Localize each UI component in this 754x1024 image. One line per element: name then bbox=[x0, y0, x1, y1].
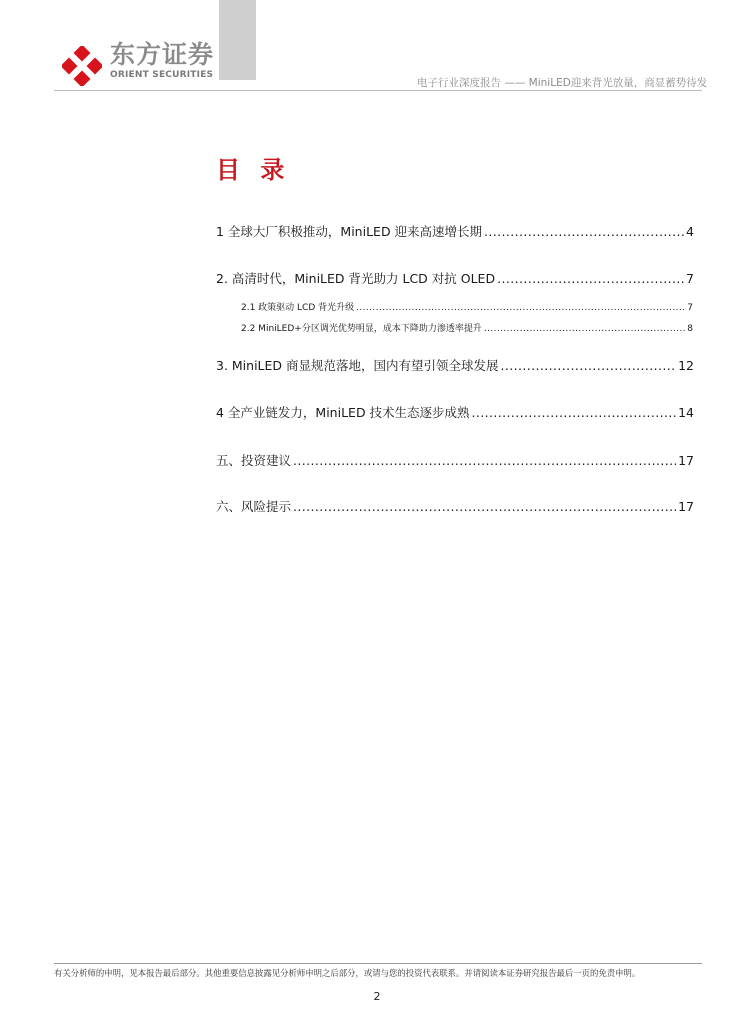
toc-leader-dots bbox=[293, 453, 676, 468]
toc-entry[interactable] bbox=[216, 403, 694, 421]
header-gray-band bbox=[219, 0, 256, 80]
toc-leader-dots bbox=[497, 271, 684, 286]
toc-leader-dots bbox=[293, 499, 676, 514]
toc-entry-title: 3. MiniLED 商显规范落地，国内有望引领全球发展 bbox=[216, 358, 499, 373]
toc-entry[interactable] bbox=[216, 451, 694, 469]
toc-leader-dots bbox=[501, 358, 677, 373]
toc-leader-dots bbox=[472, 405, 677, 420]
logo-chinese-name: 东方证券 bbox=[110, 40, 215, 69]
orient-securities-logo-icon bbox=[62, 46, 102, 86]
toc-entry[interactable] bbox=[216, 356, 694, 374]
toc-entry-page: 14 bbox=[678, 405, 694, 420]
toc-entry-page: 12 bbox=[678, 358, 694, 373]
toc-entry-title: 1 全球大厂积极推动，MiniLED 迎来高速增长期 bbox=[216, 224, 483, 239]
toc-entry-page: 17 bbox=[678, 453, 694, 468]
toc-entry-page: 7 bbox=[686, 271, 694, 286]
logo-english-name: ORIENT SECURITIES bbox=[110, 70, 214, 80]
toc-leader-dots bbox=[356, 303, 685, 313]
toc-entry-page: 4 bbox=[686, 224, 694, 239]
footer-divider bbox=[54, 963, 702, 964]
toc-entry[interactable] bbox=[216, 222, 694, 240]
toc-entry-title: 五、投资建议 bbox=[216, 453, 292, 468]
footer-disclaimer: 有关分析师的申明，见本报告最后部分。其他重要信息披露见分析师申明之后部分，或请与您的投资代表联系。并请阅读本证券研究报告最后一页的免责申明。 bbox=[54, 968, 641, 978]
page-number: 2 bbox=[373, 990, 381, 1003]
toc-entry-title: 4 全产业链发力，MiniLED 技术生态逐步成熟 bbox=[216, 405, 470, 420]
toc-entry-page: 7 bbox=[687, 303, 693, 313]
toc-entry[interactable] bbox=[241, 300, 693, 313]
toc-entry-title: 2.1 政策驱动 LCD 背光升级 bbox=[241, 303, 355, 313]
toc-leader-dots bbox=[484, 224, 684, 239]
toc-entry[interactable] bbox=[216, 269, 694, 287]
header-divider bbox=[54, 90, 702, 91]
toc-entry[interactable] bbox=[241, 321, 693, 334]
toc-leader-dots bbox=[484, 324, 685, 334]
report-title: 电子行业深度报告 —— MiniLED迎来背光放量，商显蓄势待发 bbox=[417, 77, 708, 89]
toc-entry-page: 17 bbox=[678, 499, 694, 514]
toc-entry-title: 2.2 MiniLED+分区调光优势明显，成本下降助力渗透率提升 bbox=[241, 324, 482, 334]
toc-entry-title: 2. 高清时代，MiniLED 背光助力 LCD 对抗 OLED bbox=[216, 271, 496, 286]
toc-heading: 目 录 bbox=[216, 156, 291, 184]
toc-entry-title: 六、风险提示 bbox=[216, 499, 292, 514]
toc-entry[interactable] bbox=[216, 497, 694, 515]
toc-entry-page: 8 bbox=[687, 324, 693, 334]
